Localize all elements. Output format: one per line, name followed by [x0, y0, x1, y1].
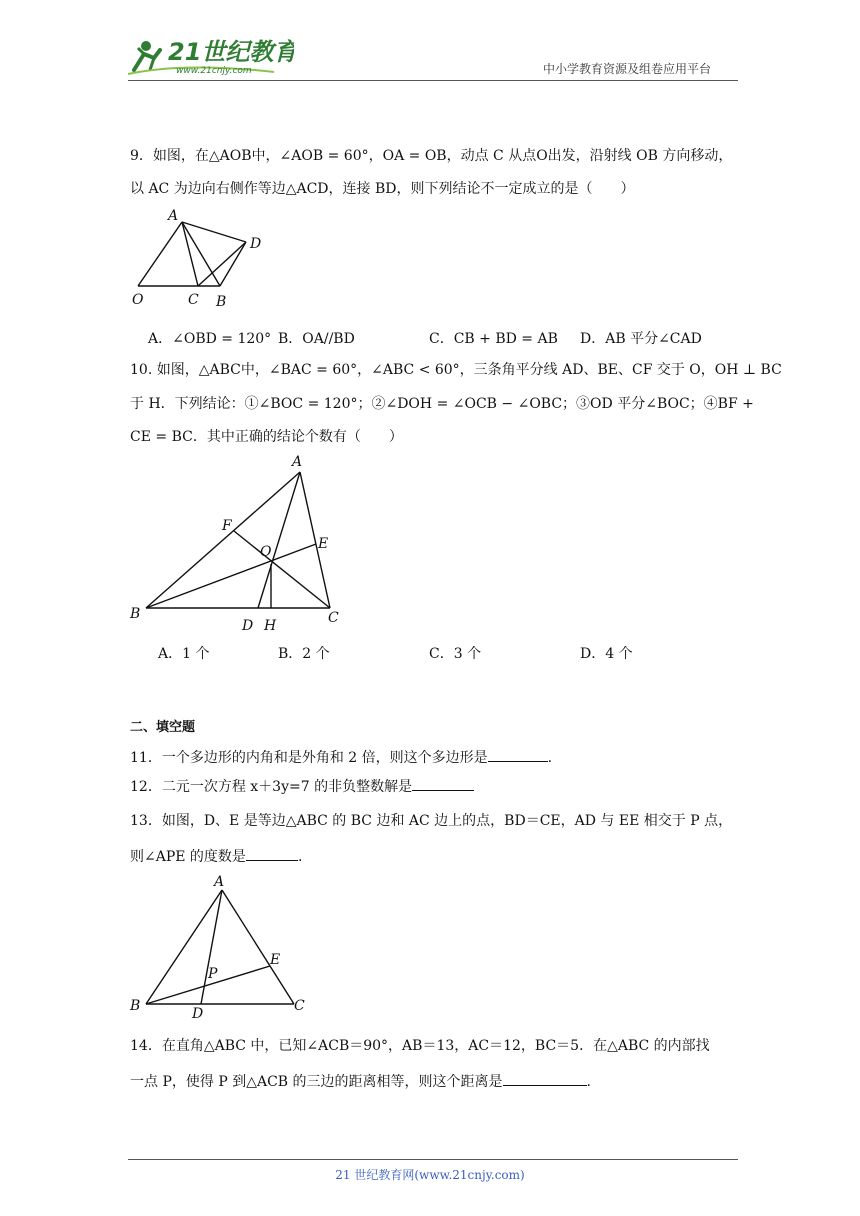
q9-option-a: A．∠OBD = 120°: [148, 331, 272, 347]
q9-figure: [128, 204, 278, 310]
q9-option-c: C．CB + BD = AB: [429, 331, 558, 347]
q10-label-b: B: [130, 606, 141, 622]
q12-answer-blank[interactable]: [412, 776, 474, 791]
q13-line1: 13．如图，D、E 是等边△ABC 的 BC 边和 AC 边上的点，BD＝CE，AD 与 EE 相交于 P 点，: [130, 813, 733, 829]
q9-label-o: O: [132, 292, 144, 308]
q14-end: .: [586, 1074, 591, 1090]
q11-text: 11．一个多边形的内角和是外角和 2 倍，则这个多边形是: [130, 750, 488, 766]
footer-divider: [128, 1159, 738, 1160]
q14-answer-blank[interactable]: [503, 1071, 587, 1086]
q9-option-b: B．OA//BD: [278, 331, 355, 347]
q9-label-c: C: [188, 292, 199, 308]
q10-option-b: B．2 个: [278, 646, 330, 662]
section-title-fill-blank: 二、填空题: [130, 720, 196, 735]
q9-label-d: D: [250, 236, 262, 252]
q9-label-b: B: [216, 294, 227, 310]
q14-line2: [130, 1071, 591, 1091]
q13-label-p: P: [208, 966, 218, 982]
q13-label-d: D: [192, 1006, 204, 1022]
q10-label-o: O: [260, 544, 272, 560]
q13-label-b: B: [130, 998, 141, 1014]
q10-label-a: A: [292, 454, 303, 470]
q12-text: 12．二元一次方程 x＋3y=7 的非负整数解是: [130, 779, 413, 795]
q13-answer-blank[interactable]: [246, 846, 298, 861]
q13-figure: [126, 872, 316, 1022]
logo-text: 21世纪教育: [168, 38, 294, 66]
q14-line1: 14．在直角△ABC 中，已知∠ACB＝90°，AB＝13，AC＝12，BC＝5．在△ABC 的内部找: [130, 1038, 710, 1054]
q13-end: .: [297, 849, 303, 865]
q13-line2-text: 则∠APE 的度数是: [130, 849, 246, 865]
header-divider: [128, 80, 738, 81]
logo-url: www.21cnjy.com: [176, 66, 252, 76]
q10-option-c: C．3 个: [429, 646, 482, 662]
q13-label-a: A: [214, 874, 225, 890]
q13-label-c: C: [294, 998, 305, 1014]
q13-label-e: E: [270, 952, 281, 968]
q10-label-e: E: [318, 536, 329, 552]
q10-label-f: F: [222, 518, 232, 534]
q10-option-a: A．1 个: [158, 646, 210, 662]
q11-end: .: [547, 750, 553, 766]
q10-line2: 于 H．下列结论：①∠BOC = 120°；②∠DOH = ∠OCB − ∠OBC；③OD 平分∠BOC；④BF +: [130, 396, 754, 412]
site-logo: [124, 32, 294, 80]
q9-line1: 9．如图，在△AOB中，∠AOB = 60°，OA = OB，动点 C 从点O出发，沿射线 OB 方向移动，: [130, 148, 733, 164]
q11-answer-blank[interactable]: [488, 747, 548, 762]
q9-label-a: A: [168, 208, 179, 224]
q11: [130, 747, 552, 767]
q10-label-h: H: [264, 618, 277, 634]
header-platform-text: 中小学教育资源及组卷应用平台: [543, 62, 712, 76]
q9-line2: 以 AC 为边向右侧作等边△ACD，连接 BD，则下列结论不一定成立的是（ ）: [130, 181, 635, 197]
q10-option-d: D．4 个: [580, 646, 633, 662]
q10-label-c: C: [328, 610, 339, 626]
q9-option-d: D．AB 平分∠CAD: [580, 331, 702, 347]
q12: [130, 776, 474, 796]
logo-graphic: [124, 32, 294, 80]
footer-text[interactable]: 21 世纪教育网(www.21cnjy.com): [335, 1168, 525, 1182]
q10-label-d: D: [242, 618, 254, 634]
q10-line1: 10. 如图，△ABC中，∠BAC = 60°，∠ABC < 60°，三条角平分线 AD、BE、CF 交于 O，OH ⊥ BC: [130, 362, 782, 378]
q14-line2-text: 一点 P，使得 P 到△ACB 的三边的距离相等，则这个距离是: [130, 1074, 503, 1090]
q13-line2: [130, 846, 302, 866]
q10-line3: CE = BC．其中正确的结论个数有（ ）: [130, 429, 403, 445]
q10-figure: [126, 452, 356, 634]
